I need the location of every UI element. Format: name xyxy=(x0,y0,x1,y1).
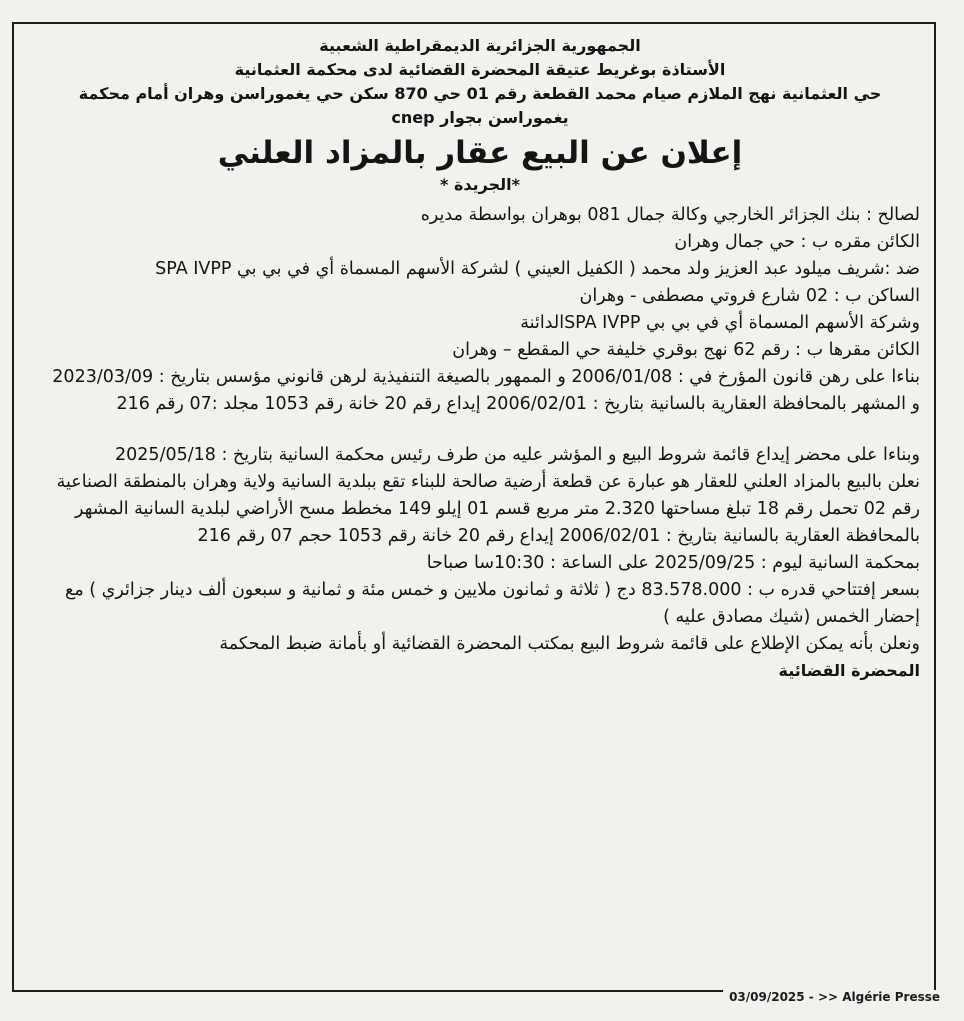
company-address: الكائن مقرها ب : رقم 62 نهج بوقري خليفة حي المقطع – وهران xyxy=(452,340,920,360)
paragraph-gap xyxy=(40,418,920,442)
auction-date: بمحكمة السانية ليوم : 2025/09/25 على الساعة : 10:30سا صباحا xyxy=(426,553,920,573)
opening-price: بسعر إفتتاحي قدره ب : 83.578.000 دج ( ثلاثة و ثمانون ملايين و خمس مئة و ثمانية و سبعون ألف دينار جزائري ) مع إحضار الخمس (شيك مصادق عليه ) xyxy=(65,580,920,627)
bailiff-address: حي العثمانية نهج الملازم صيام محمد القطعة رقم 01 حي 870 سكن حي يغموراسن وهران أمام محكمة xyxy=(78,84,882,103)
mortgage-paragraph: بناءا على رهن قانون المؤرخ في : 2006/01/08 و الممهور بالصيغة التنفيذية لرهن قانوني مؤسس بتاريخ : 2023/03/09 و المشهر بالمحافظة العقارية بالسانية بتاريخ : 2006/02/01 إيداع رقم 20 خانة رقم 1053 مجلد :07 رقم 216 xyxy=(52,367,920,414)
notice-body xyxy=(40,34,920,684)
consultation-note: ونعلن بأنه يمكن الإطلاع على قائمة شروط البيع بمكتب المحضرة القضائية أو بأمانة ضبط المحكمة xyxy=(219,634,920,654)
bailiff-name: الأستاذة بوغريط عتيقة المحضرة القضائية لدى محكمة العثمانية xyxy=(234,60,726,79)
debtor-address: الساكن ب : 02 شارع فروتي مصطفى - وهران xyxy=(579,286,920,306)
property-paragraph: نعلن بالبيع بالمزاد العلني للعقار هو عبارة عن قطعة أرضية صالحة للبناء تقع ببلدية السانية ولاية وهران بالمنطقة الصناعية رقم 02 تحمل رقم 18 تبلغ مساحتها 2.320 متر مربع قسم 01 إيلو 149 مخطط مسح الأراضي لبلدية السانية المشهر بالمحافظة العقارية بالسانية بتاريخ : 2006/02/01 إيداع رقم 20 خانة رقم 1053 حجم 07 رقم 216 xyxy=(56,472,920,546)
footer-source: 03/09/2025 - >> Algérie Presse xyxy=(723,990,946,1004)
company-line: وشركة الأسهم المسماة أي في بي بي SPA IVPPالدائنة xyxy=(520,313,920,333)
creditor-line: لصالح : بنك الجزائر الخارجي وكالة جمال 081 بوهران بواسطة مديره xyxy=(420,205,920,225)
debtor-line: ضد :شريف ميلود عبد العزيز ولد محمد ( الكفيل العيني ) لشركة الأسهم المسماة أي في بي بي SPA IVPP xyxy=(155,259,920,279)
creditor-address: الكائن مقره ب : حي جمال وهران xyxy=(674,232,920,252)
conditions-paragraph: وبناءا على محضر إيداع قائمة شروط البيع و المؤشر عليه من طرف رئيس محكمة السانية بتاريخ : 2025/05/18 xyxy=(115,445,920,465)
republic-heading: الجمهورية الجزائرية الديمقراطية الشعبية xyxy=(319,36,641,55)
bailiff-address-cont: يغموراسن بجوار cnep xyxy=(391,108,569,127)
newspaper-label: *الجريدة * xyxy=(440,175,520,194)
notice-title: إعلان عن البيع عقار بالمزاد العلني xyxy=(217,135,743,171)
signature: المحضرة القضائية xyxy=(778,661,920,680)
